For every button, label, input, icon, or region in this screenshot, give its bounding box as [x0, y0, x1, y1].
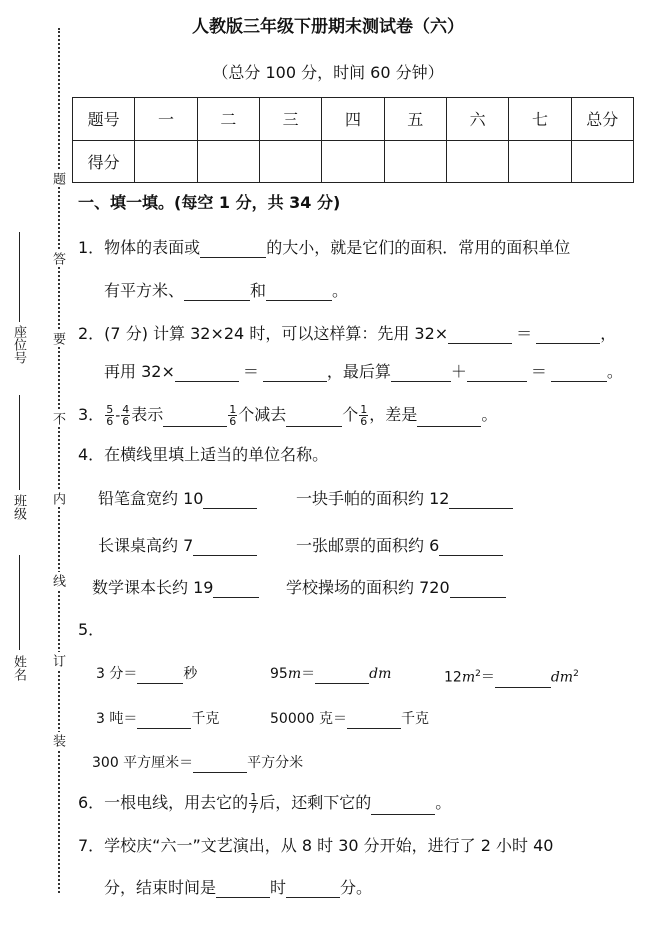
question-4-item: [98, 536, 257, 556]
seat-number-label: 座位号: [11, 325, 26, 364]
answer-blank[interactable]: [315, 665, 369, 684]
class-blank[interactable]: [19, 395, 20, 490]
superscript: 2: [573, 669, 579, 679]
question-1-line-2: [104, 281, 348, 301]
question-7-line-2: [104, 878, 372, 898]
q3-text: ，差是: [369, 405, 418, 424]
question-4-item: [92, 578, 259, 598]
q5-text: 千克: [191, 711, 220, 727]
q3-number: 3．: [78, 405, 105, 424]
fraction: $\frac{1}{6}$: [360, 403, 368, 428]
q5-text: 3 分＝: [96, 666, 138, 682]
answer-blank[interactable]: [216, 879, 270, 898]
score-input-cell[interactable]: [446, 140, 508, 183]
binding-char: 装: [50, 734, 65, 747]
score-input-cell[interactable]: [384, 140, 446, 183]
q3-text: 表示: [131, 405, 164, 424]
question-1-line-1: [78, 238, 570, 258]
unit-m: m: [287, 666, 302, 682]
score-table-header-row: [73, 98, 634, 141]
q2-text: ，: [600, 324, 617, 343]
name-label: 姓名: [11, 655, 26, 681]
fraction: $\frac{1}{6}$: [229, 403, 237, 428]
q4-text: 学校操场的面积约 720: [286, 578, 450, 597]
q4-text: 数学课本长约 19: [92, 578, 214, 597]
q5-text: 千克: [401, 711, 429, 727]
page-title: 人教版三年级下册期末测试卷（六）: [192, 17, 464, 37]
question-4-item: [296, 489, 513, 509]
answer-blank[interactable]: [391, 363, 451, 382]
q2-text: 再用 32×: [104, 362, 175, 381]
q2-text: ＝: [242, 362, 259, 381]
question-2-line-1: [78, 324, 616, 344]
question-5-item: [96, 709, 219, 729]
question-6: [78, 792, 451, 815]
answer-blank[interactable]: [200, 239, 266, 258]
score-input-cell[interactable]: [197, 140, 259, 183]
score-cell: 一: [135, 98, 197, 141]
question-4-stem: 4．在横线里填上适当的单位名称。: [78, 445, 329, 464]
answer-blank[interactable]: [347, 710, 401, 729]
q3-text: 。: [481, 405, 498, 424]
binding-char: 订: [50, 654, 65, 667]
answer-blank[interactable]: [286, 879, 340, 898]
q1-text: 1．物体的表面或: [78, 238, 201, 257]
q5-text: 50000 克＝: [270, 711, 347, 727]
q2-text: ＝: [530, 362, 547, 381]
q5-text: 12: [444, 669, 462, 686]
q4-text: 铅笔盒宽约 10: [98, 489, 204, 508]
answer-blank[interactable]: [551, 363, 607, 382]
q2-text: ，最后算: [326, 362, 391, 381]
answer-blank[interactable]: [417, 408, 481, 427]
question-3: [78, 404, 497, 427]
fraction: $\frac{4}{6}$: [122, 403, 130, 428]
q7-text: 分。: [340, 878, 373, 897]
score-input-cell[interactable]: [135, 140, 197, 183]
score-cell: 三: [259, 98, 321, 141]
question-4-item: [286, 578, 506, 598]
q2-text: 。: [606, 362, 623, 381]
question-4-item: [98, 489, 257, 509]
q6-text: 后，还剩下它的: [259, 793, 372, 812]
answer-blank[interactable]: [184, 282, 250, 301]
answer-blank[interactable]: [467, 363, 527, 382]
question-4-item: [296, 536, 503, 556]
q7-text: 分，结束时间是: [104, 878, 217, 897]
class-label: 班级: [11, 494, 26, 520]
q5-text: ＝: [301, 666, 316, 682]
answer-blank[interactable]: [266, 282, 332, 301]
score-cell: 五: [384, 98, 446, 141]
answer-blank[interactable]: [213, 579, 259, 598]
binding-dotted-line: [58, 28, 60, 893]
score-input-cell[interactable]: [322, 140, 384, 183]
question-7-line-1: 7．学校庆“六一”文艺演出，从 8 时 30 分开始，进行了 2 小时 40: [78, 836, 554, 855]
score-cell: 七: [509, 98, 571, 141]
question-2-line-2: [104, 362, 623, 382]
answer-blank[interactable]: [448, 325, 512, 344]
score-table-score-row: [73, 140, 634, 183]
score-input-cell[interactable]: [571, 140, 633, 183]
minus-sign: -: [115, 408, 121, 424]
q1-text: 有平方米、: [104, 281, 185, 300]
q5-text: 300 平方厘米＝: [92, 755, 194, 771]
answer-blank[interactable]: [163, 408, 227, 427]
answer-blank[interactable]: [495, 669, 551, 688]
answer-blank[interactable]: [137, 710, 191, 729]
q1-text: 的大小，就是它们的面积．常用的面积单位: [266, 238, 571, 257]
binding-char: 答: [50, 252, 65, 265]
superscript: 2: [475, 669, 481, 679]
answer-blank[interactable]: [371, 796, 435, 815]
q5-text: 平方分米: [247, 755, 304, 771]
score-input-cell[interactable]: [259, 140, 321, 183]
q6-text: 6．一根电线，用去它的: [78, 793, 249, 812]
binding-char: 要: [50, 332, 65, 345]
q2-text: ＝: [516, 324, 533, 343]
q1-text: 。: [332, 281, 349, 300]
binding-char: 题: [50, 172, 65, 185]
q5-text: 95: [270, 666, 288, 682]
q7-text: 时: [270, 878, 287, 897]
binding-char: 线: [50, 574, 65, 587]
score-cell: 六: [446, 98, 508, 141]
q2-text: 2．(7 分) 计算 32×24 时，可以这样算：先用 32×: [78, 324, 449, 343]
unit-dm: dm: [369, 666, 392, 682]
answer-blank[interactable]: [449, 490, 513, 509]
question-5-number: 5．: [78, 620, 105, 639]
answer-blank[interactable]: [175, 363, 239, 382]
score-cell: 四: [322, 98, 384, 141]
fraction: $\frac{5}{6}$: [106, 403, 114, 428]
q2-text: ＋: [450, 362, 467, 381]
answer-blank[interactable]: [193, 537, 257, 556]
q5-text: 3 吨＝: [96, 711, 138, 727]
seat-number-blank[interactable]: [19, 232, 20, 322]
answer-blank[interactable]: [203, 490, 257, 509]
answer-blank[interactable]: [439, 537, 503, 556]
answer-blank[interactable]: [286, 408, 342, 427]
score-input-cell[interactable]: [509, 140, 571, 183]
score-table: [72, 97, 634, 183]
question-5-item: [270, 664, 391, 684]
q5-text: 秒: [183, 666, 198, 682]
binding-char: 不: [50, 412, 65, 425]
q4-text: 长课桌高约 7: [98, 536, 194, 555]
score-cell: 总分: [571, 98, 633, 141]
question-5-item: [444, 664, 579, 688]
question-5-item: [92, 753, 303, 773]
answer-blank[interactable]: [450, 579, 506, 598]
q3-text: 个: [342, 405, 359, 424]
binding-char: 内: [50, 492, 65, 505]
answer-blank[interactable]: [263, 363, 327, 382]
answer-blank[interactable]: [193, 754, 247, 773]
q6-text: 。: [435, 793, 452, 812]
q4-text: 一块手帕的面积约 12: [296, 489, 450, 508]
answer-blank[interactable]: [137, 665, 183, 684]
section-heading: 一、填一填。(每空 1 分，共 34 分): [78, 193, 341, 212]
score-cell: 二: [197, 98, 259, 141]
question-5-item: [270, 709, 429, 729]
q3-text: 个减去: [238, 405, 287, 424]
name-blank[interactable]: [19, 555, 20, 650]
score-row-label: 得分: [73, 140, 135, 183]
q5-text: ＝: [480, 669, 495, 686]
fraction: $\frac{1}{7}$: [250, 791, 258, 816]
question-5-item: [96, 664, 197, 684]
answer-blank[interactable]: [536, 325, 600, 344]
unit-m: m: [461, 669, 476, 686]
score-cell: 题号: [73, 98, 135, 141]
unit-dm: dm: [550, 669, 574, 686]
q4-text: 一张邮票的面积约 6: [296, 536, 440, 555]
exam-info: （总分 100 分，时间 60 分钟）: [212, 63, 444, 82]
q1-text: 和: [250, 281, 267, 300]
